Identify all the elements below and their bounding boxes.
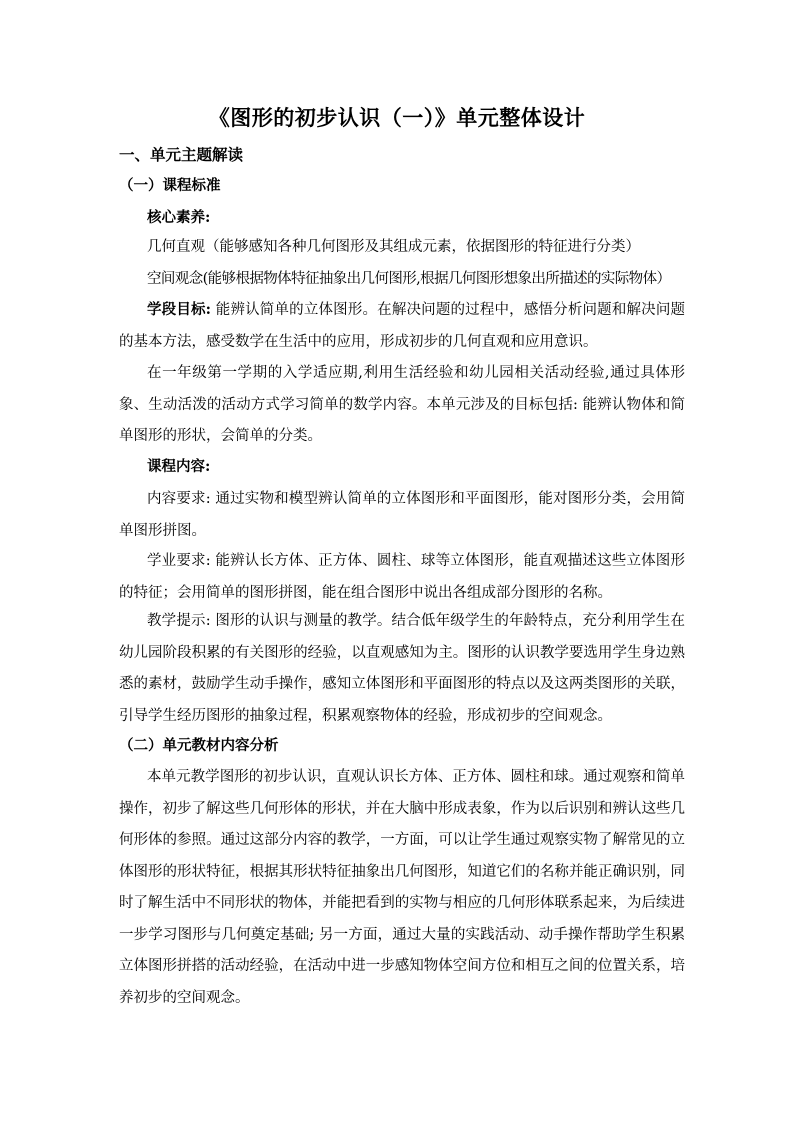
teaching-tip-paragraph: 教学提示: 图形的认识与测量的教学。结合低年级学生的年龄特点，充分利用学生在幼儿园阶段积累的有关图形的经验，以直观感知为主。图形的认识教学要选用学生身边熟悉的素材，鼓励学生动手操作，感知立体图形和平面图形的特点以及这两类图形的关联，引导学生经历图形的抽象过程，积累观察物体的经验，形成初步的空间观念。 [119, 613, 685, 724]
core-item-spatial-concept: 空间观念(能够根据物体特征抽象出几何图形,根据几何图形想象出所描述的实际物体） [147, 271, 671, 287]
intro-paragraph: 在一年级第一学期的入学适应期,利用生活经验和幼儿园相关活动经验,通过具体形象、生动活泼的活动方式学习简单的数学内容。本单元涉及的目标包括: 能辨认物体和简单图形的形状，会简单的分类。 [119, 365, 685, 444]
stage-goal-paragraph [119, 294, 685, 358]
subsection-heading-curriculum-standard: （一）课程标准 [119, 177, 221, 194]
core-literacy-label: 核心素养: [147, 209, 211, 226]
content-requirement-paragraph: 内容要求: 通过实物和模型辨认简单的立体图形和平面图形，能对图形分类，会用简单图形拼图。 [119, 491, 685, 539]
subsection-heading-textbook-analysis: （二）单元教材内容分析 [119, 737, 279, 754]
document-title: 《图形的初步认识（一）》单元整体设计 [208, 105, 586, 130]
stage-goal-text: 能辨认简单的立体图形。在解决问题的过程中，感悟分析问题和解决问题的基本方法，感受数学在生活中的应用，形成初步的几何直观和应用意识。 [119, 302, 685, 350]
course-content-label: 课程内容: [147, 458, 211, 475]
core-item-geometric-intuition: 几何直观（能够感知各种几何图形及其组成元素，依据图形的特征进行分类） [147, 239, 640, 255]
section-heading-unit-theme: 一、单元主题解读 [119, 145, 244, 164]
academic-requirement-paragraph: 学业要求: 能辨认长方体、正方体、圆柱、球等立体图形，能直观描述这些立体图形的特征；会用简单的图形拼图，能在组合图形中说出各组成部分图形的名称。 [119, 553, 685, 601]
textbook-analysis-paragraph: 本单元教学图形的初步认识，直观认识长方体、正方体、圆柱和球。通过观察和简单操作，初步了解这些几何形体的形状，并在大脑中形成表象，作为以后识别和辨认这些几何形体的参照。通过这部分内容的教学，一方面，可以让学生通过观察实物了解常见的立体图形的形状特征，根据其形状特征抽象出几何图形，知道它们的名称并能正确识别，同时了解生活中不同形状的物体，并能把看到的实物与相应的几何形体联系起来，为后续进一步学习图形与几何奠定基础; 另一方面，通过大量的实践活动、动手操作帮助学生积累立体图形拼搭的活动经验，在活动中进一步感知物体空间方位和相互之间的位置关系，培养初步的空间观念。 [119, 769, 685, 1006]
stage-goal-label: 学段目标: [147, 301, 212, 318]
